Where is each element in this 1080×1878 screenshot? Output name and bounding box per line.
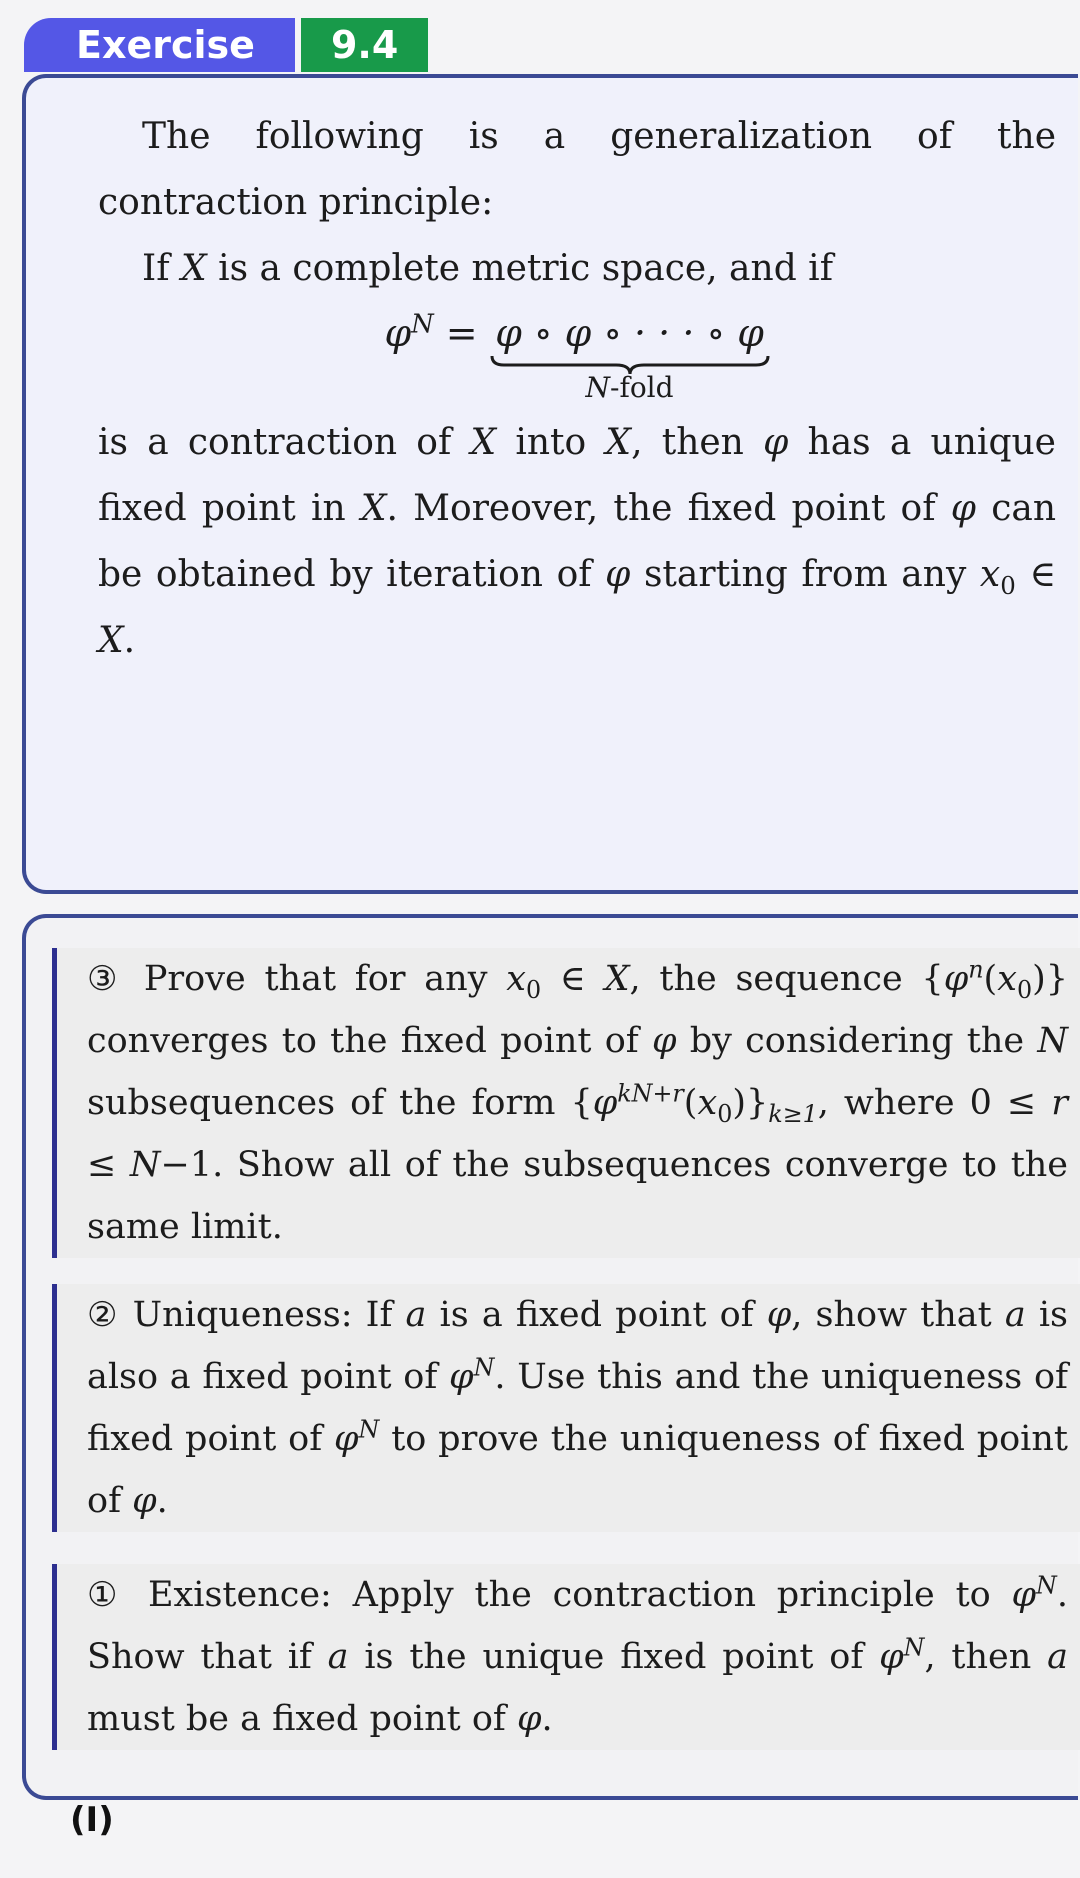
exercise-statement-text [98, 104, 1056, 674]
exercise-paragraph-1: The following is a generalization of the contraction principle: [98, 116, 1056, 223]
formula-underbrace-group [490, 302, 770, 404]
hints-box [22, 914, 1078, 1800]
footer-mark: (I) [70, 1800, 114, 1840]
formula-composition: φ ∘ φ ∘ · · · ∘ φ [495, 311, 764, 355]
hint-1-marker: ① [87, 1575, 128, 1615]
formula-brace-label: N-fold [585, 371, 674, 404]
exercise-header-tab [24, 18, 428, 72]
hint-1-text: ① Existence: Apply the contraction principle to $\varphi^N$. Show that if a is the unique fixed point of $\varphi^N$, then a must be a fixed point of φ. [87, 1571, 1069, 1739]
exercise-label: Exercise [24, 18, 295, 72]
display-formula [98, 302, 1056, 410]
hint-2-marker: ② [87, 1295, 120, 1335]
hint-3-text: ③ Prove that for any $x_0$ ∈ X, the sequence $\{\varphi^n(x_0)\}$ converges to the fixed point of φ by considering the N subsequences of the form $\{\varphi^{kN+r}(x_0)\}_{k\ge 1}$, where 0 ≤ r ≤ N−1. Show all of the subsequences converge to the same limit. [87, 955, 1069, 1247]
hint-2 [52, 1284, 1080, 1532]
hint-3-marker: ③ [87, 959, 126, 999]
hint-3 [52, 948, 1080, 1258]
exercise-statement-box [22, 74, 1078, 894]
formula-equals: = [445, 311, 478, 355]
exercise-number: 9.4 [301, 18, 428, 72]
formula-lhs: $\varphi^N$ [384, 309, 434, 355]
hint-2-text: ② Uniqueness: If a is a fixed point of φ, show that a is also a fixed point of $\varphi^N$. Use this and the uniqueness of fixed point of $\varphi^N$ to prove the uniqueness of fixed point of φ. [87, 1295, 1069, 1521]
exercise-paragraph-2: If X is a complete metric space, and if [142, 248, 834, 289]
exercise-paragraph-3: is a contraction of X into X, then φ has a unique fixed point in X. Moreover, the fixed point of φ can be obtained by iteration of φ starting from any $x_0$ ∈ X. [98, 422, 1057, 661]
hint-1 [52, 1564, 1080, 1750]
